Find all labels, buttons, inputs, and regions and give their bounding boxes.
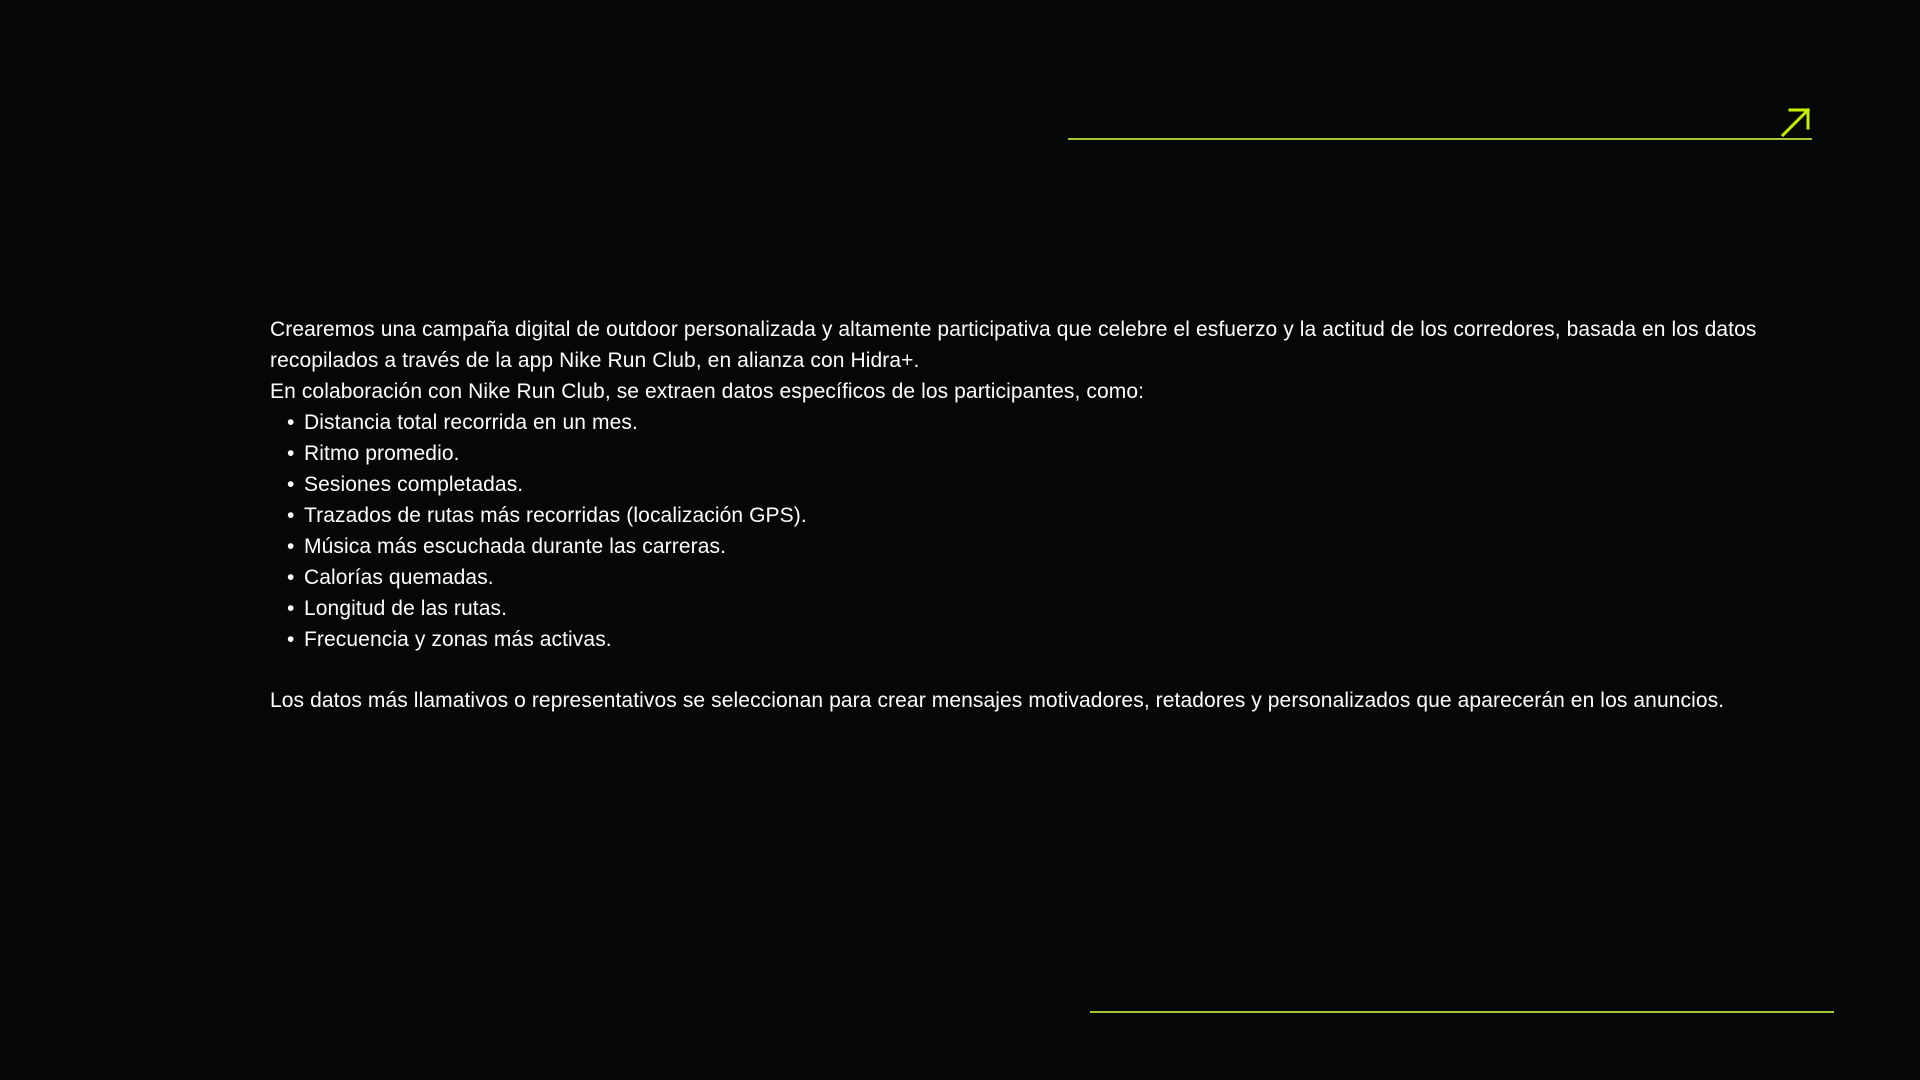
list-item-text: Frecuencia y zonas más activas. <box>304 628 612 651</box>
list-item-text: Ritmo promedio. <box>304 442 460 465</box>
data-list-lead: En colaboración con Nike Run Club, se extraen datos específicos de los participantes, como: <box>270 380 1145 403</box>
bullet-icon: • <box>287 473 295 496</box>
bullet-icon: • <box>287 504 295 527</box>
list-item <box>270 438 1790 469</box>
list-item <box>270 407 1790 438</box>
top-divider-line <box>1068 138 1812 140</box>
intro-paragraph: Crearemos una campaña digital de outdoor personalizada y altamente participativa que celebre el esfuerzo y la actitud de los corredores, basada en los datos recopilados a través de la app Nike Run Club, en alianza con Hidra+. <box>270 318 1757 372</box>
bottom-divider-line <box>1090 1011 1834 1013</box>
bullet-icon: • <box>287 535 295 558</box>
bullet-icon: • <box>287 566 295 589</box>
list-item <box>270 531 1790 562</box>
arrow-up-right-icon <box>1780 106 1812 138</box>
list-item <box>270 562 1790 593</box>
list-item-text: Longitud de las rutas. <box>304 597 508 620</box>
participant-data-list <box>270 407 1790 655</box>
slide-body <box>270 314 1790 716</box>
bullet-icon: • <box>287 628 295 651</box>
bullet-icon: • <box>287 597 295 620</box>
list-item <box>270 500 1790 531</box>
list-item-text: Trazados de rutas más recorridas (localización GPS). <box>304 504 807 527</box>
bullet-icon: • <box>287 442 295 465</box>
list-item <box>270 593 1790 624</box>
list-item-text: Música más escuchada durante las carreras. <box>304 535 727 558</box>
list-item-text: Calorías quemadas. <box>304 566 494 589</box>
list-item-text: Sesiones completadas. <box>304 473 524 496</box>
closing-paragraph: Los datos más llamativos o representativos se seleccionan para crear mensajes motivadores, retadores y personalizados que aparecerán en los anuncios. <box>270 689 1725 712</box>
list-item <box>270 469 1790 500</box>
list-item-text: Distancia total recorrida en un mes. <box>304 411 638 434</box>
bullet-icon: • <box>287 411 295 434</box>
list-item <box>270 624 1790 655</box>
